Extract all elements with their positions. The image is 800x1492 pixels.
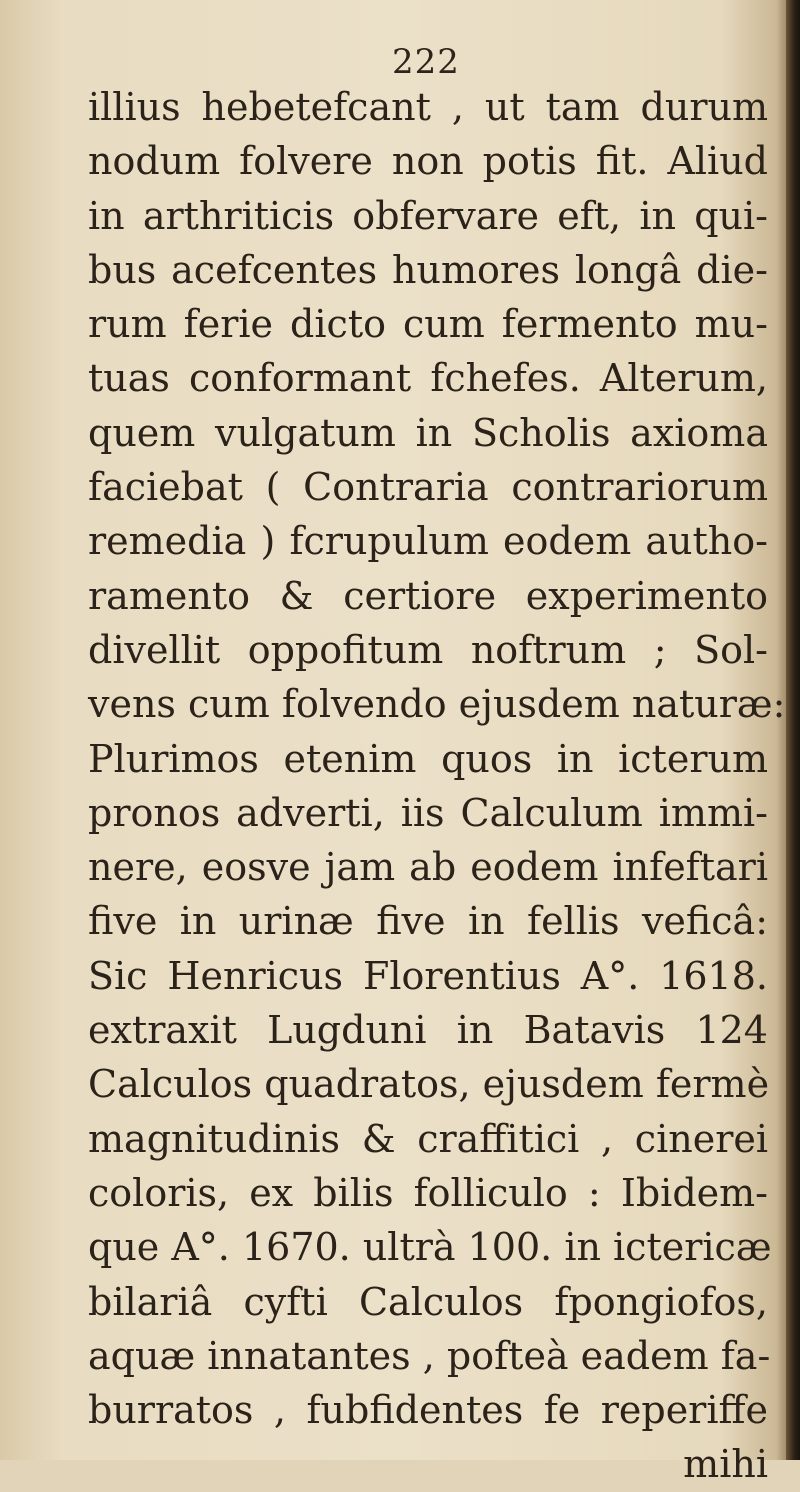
- text-line: quem vulgatum in Scholis axioma: [88, 410, 768, 455]
- text-line: faciebat ( Contraria contrariorum: [88, 465, 768, 510]
- text-block: [88, 80, 786, 1492]
- page-number: 222: [392, 42, 460, 82]
- text-line: burratos , fubfidentes fe reperiffe: [88, 1388, 768, 1433]
- text-line: vens cum folvendo ejusdem naturæ:: [88, 682, 786, 727]
- text-line: in arthriticis obfervare eft, in qui-: [88, 193, 768, 238]
- text-line: coloris, ex bilis folliculo : Ibidem-: [88, 1170, 768, 1215]
- text-line: illius hebetefcant , ut tam durum: [88, 85, 768, 129]
- text-line: extraxit Lugduni in Batavis 124: [88, 1008, 768, 1053]
- text-line: rum ferie dicto cum fermento mu-: [88, 302, 768, 347]
- page-gutter-shadow: [786, 0, 800, 1460]
- text-line: remedia ) fcrupulum eodem autho-: [88, 519, 768, 564]
- text-line: aquæ innatantes , pofteà eadem fa-: [88, 1333, 771, 1378]
- text-line: Calculos quadratos, ejusdem fermè: [88, 1062, 770, 1107]
- text-line: magnitudinis & craffitici , cinerei: [88, 1116, 768, 1161]
- text-line: nodum folvere non potis fit. Aliud: [88, 139, 768, 184]
- text-line: nere, eosve jam ab eodem infeftari: [88, 845, 768, 890]
- text-line: que A°. 1670. ultrà 100. in ictericæ: [88, 1225, 772, 1270]
- text-line: tuas conformant fchefes. Alterum,: [88, 356, 768, 401]
- text-line: bus acefcentes humores longâ die-: [88, 247, 768, 292]
- text-line: ramento & certiore experimento: [88, 573, 768, 618]
- text-line: pronos adverti, iis Calculum immi-: [88, 790, 768, 835]
- text-line: divellit oppofitum noftrum ; Sol-: [88, 627, 768, 672]
- text-line: Plurimos etenim quos in icterum: [88, 736, 768, 781]
- text-line: Sic Henricus Florentius A°. 1618.: [88, 953, 768, 998]
- text-line: bilariâ cyfti Calculos fpongiofos,: [88, 1279, 768, 1324]
- text-line: five in urinæ five in fellis veficâ:: [88, 899, 768, 944]
- catchword: mihi: [683, 1442, 768, 1487]
